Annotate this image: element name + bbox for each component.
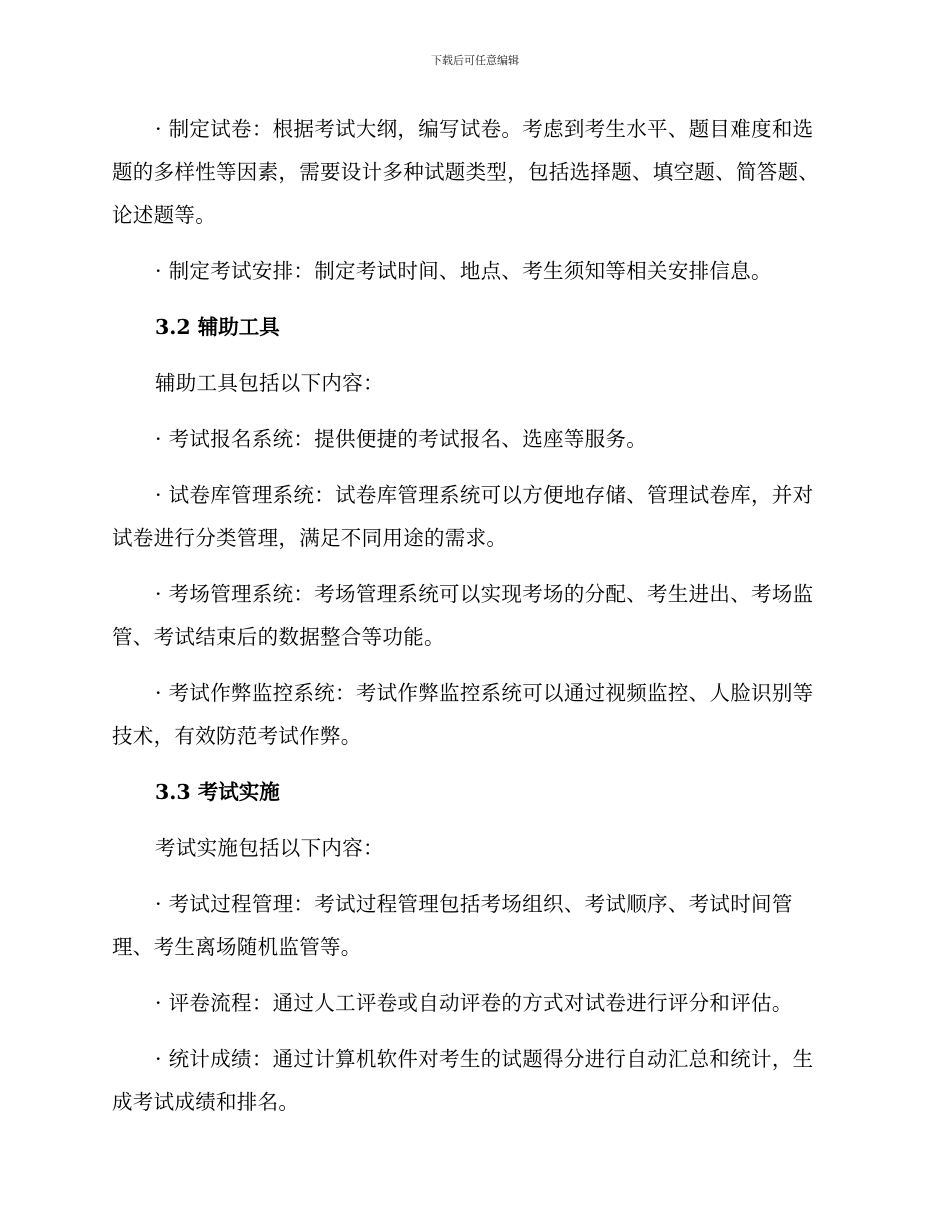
bullet-make-exam-schedule: · 制定考试安排：制定考试时间、地点、考生须知等相关安排信息。: [155, 259, 772, 283]
bullet-make-exam-paper: · 制定试卷：根据考试大纲，编写试卷。考虑到考生水平、题目难度和选题的多样性等因素，需要设计多种试题类型，包括选择题、填空题、简答题、论述题等。: [112, 117, 820, 227]
bullet-exam-room-system: · 考场管理系统：考场管理系统可以实现考场的分配、考生进出、考场监管、考试结束后的数据整合等功能。: [112, 582, 814, 649]
bullet-grading-flow: · 评卷流程：通过人工评卷或自动评卷的方式对试卷进行评分和评估。: [155, 991, 793, 1015]
section-heading-3-2: 3.2 辅助工具: [155, 315, 280, 339]
bullet-process-management: · 考试过程管理：考试过程管理包括考场组织、考试顺序、考试时间管理、考生离场随机监管等。: [112, 892, 793, 959]
bullet-paper-bank-system: · 试卷库管理系统：试卷库管理系统可以方便地存储、管理试卷库，并对试卷进行分类管理，满足不同用途的需求。: [112, 483, 814, 550]
document-body: [112, 108, 832, 1137]
section-intro-3-3: 考试实施包括以下内容：: [155, 836, 384, 860]
page-header-note: 下载后可任意编辑: [431, 54, 519, 67]
bullet-score-statistics: · 统计成绩：通过计算机软件对考生的试题得分进行自动汇总和统计，生成考试成绩和排名。: [112, 1047, 814, 1114]
section-heading-3-3: 3.3 考试实施: [155, 780, 280, 804]
bullet-cheating-monitor-system: · 考试作弊监控系统：考试作弊监控系统可以通过视频监控、人脸识别等技术，有效防范考试作弊。: [112, 681, 814, 748]
section-intro-3-2: 辅助工具包括以下内容：: [155, 371, 384, 395]
bullet-registration-system: · 考试报名系统：提供便捷的考试报名、选座等服务。: [155, 427, 648, 451]
